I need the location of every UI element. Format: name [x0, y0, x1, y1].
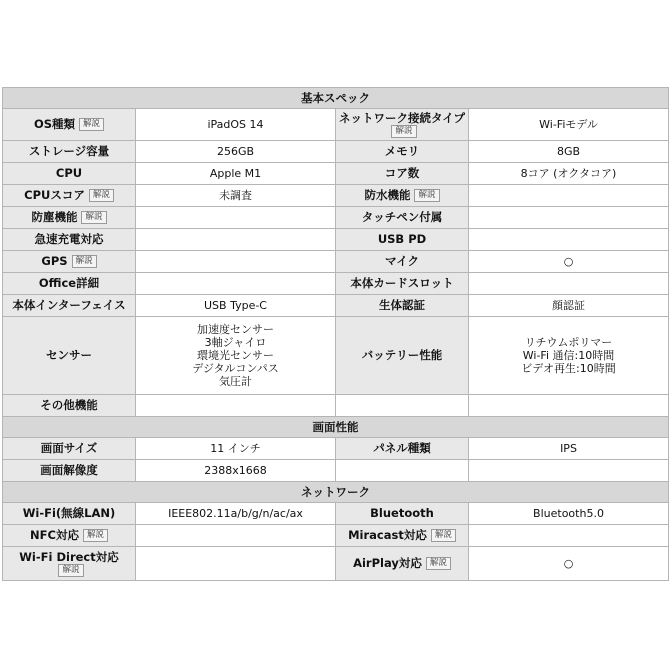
- value-cpu-score: 未調査: [136, 185, 336, 207]
- explain-button-network-type[interactable]: 解説: [391, 125, 416, 138]
- explain-button-os[interactable]: 解説: [79, 118, 104, 131]
- label-miracast: Miracast対応 解説: [336, 525, 469, 547]
- label-mic: マイク: [336, 251, 469, 273]
- value-fast-charge: [136, 229, 336, 251]
- label-office: Office詳細: [3, 273, 136, 295]
- label-memory: メモリ: [336, 141, 469, 163]
- battery-item: Wi-Fi 通信:10時間: [522, 349, 615, 362]
- value-interface: USB Type-C: [136, 295, 336, 317]
- value-memory: 8GB: [469, 141, 669, 163]
- sensor-item: 3軸ジャイロ: [204, 336, 267, 349]
- label-cpu-score: CPUスコア 解説: [3, 185, 136, 207]
- label-network-type: ネットワーク接続タイプ解説: [336, 109, 469, 141]
- label-fast-charge: 急速充電対応: [3, 229, 136, 251]
- empty-cell: [469, 460, 669, 482]
- sensor-item: 環境光センサー: [197, 349, 274, 362]
- label-touch-pen: タッチペン付属: [336, 207, 469, 229]
- explain-button-waterproof[interactable]: 解説: [414, 189, 439, 202]
- value-screen-size: 11 インチ: [136, 438, 336, 460]
- label-bluetooth: Bluetooth: [336, 503, 469, 525]
- label-airplay: AirPlay対応 解説: [336, 547, 469, 581]
- value-airplay: ○: [469, 547, 669, 581]
- value-cpu: Apple M1: [136, 163, 336, 185]
- empty-cell: [469, 395, 669, 417]
- label-wifi: Wi-Fi(無線LAN): [3, 503, 136, 525]
- section-basic-specs: 基本スペック: [3, 88, 669, 109]
- value-card-slot: [469, 273, 669, 295]
- explain-button-cpu-score[interactable]: 解説: [89, 189, 114, 202]
- explain-button-gps[interactable]: 解説: [72, 255, 97, 268]
- label-interface: 本体インターフェイス: [3, 295, 136, 317]
- label-battery: バッテリー性能: [336, 317, 469, 395]
- sensor-item: 加速度センサー: [197, 323, 274, 336]
- value-dustproof: [136, 207, 336, 229]
- explain-button-wifi-direct[interactable]: 解説: [58, 564, 83, 577]
- label-dustproof: 防塵機能 解説: [3, 207, 136, 229]
- label-panel: パネル種類: [336, 438, 469, 460]
- label-other: その他機能: [3, 395, 136, 417]
- section-screen: 画面性能: [3, 417, 669, 438]
- label-nfc: NFC対応 解説: [3, 525, 136, 547]
- value-cores: 8コア (オクタコア): [469, 163, 669, 185]
- battery-item: ビデオ再生:10時間: [521, 362, 616, 375]
- label-screen-size: 画面サイズ: [3, 438, 136, 460]
- label-biometric: 生体認証: [336, 295, 469, 317]
- label-card-slot: 本体カードスロット: [336, 273, 469, 295]
- value-sensor: [136, 317, 336, 395]
- value-usb-pd: [469, 229, 669, 251]
- value-panel: IPS: [469, 438, 669, 460]
- value-other: [136, 395, 336, 417]
- value-network-type: Wi-Fiモデル: [469, 109, 669, 141]
- label-waterproof: 防水機能 解説: [336, 185, 469, 207]
- label-gps: GPS 解説: [3, 251, 136, 273]
- explain-button-dustproof[interactable]: 解説: [81, 211, 106, 224]
- label-sensor: センサー: [3, 317, 136, 395]
- empty-cell: [336, 460, 469, 482]
- sensor-item: 気圧計: [219, 375, 252, 388]
- label-usb-pd: USB PD: [336, 229, 469, 251]
- value-touch-pen: [469, 207, 669, 229]
- value-nfc: [136, 525, 336, 547]
- value-waterproof: [469, 185, 669, 207]
- label-cores: コア数: [336, 163, 469, 185]
- label-cpu: CPU: [3, 163, 136, 185]
- sensor-item: デジタルコンパス: [192, 362, 279, 375]
- value-biometric: 顔認証: [469, 295, 669, 317]
- value-resolution: 2388x1668: [136, 460, 336, 482]
- value-storage: 256GB: [136, 141, 336, 163]
- section-network: ネットワーク: [3, 482, 669, 503]
- value-bluetooth: Bluetooth5.0: [469, 503, 669, 525]
- value-os: iPadOS 14: [136, 109, 336, 141]
- label-resolution: 画面解像度: [3, 460, 136, 482]
- label-os: OS種類 解説: [3, 109, 136, 141]
- value-wifi: IEEE802.11a/b/g/n/ac/ax: [136, 503, 336, 525]
- explain-button-miracast[interactable]: 解説: [431, 529, 456, 542]
- value-mic: ○: [469, 251, 669, 273]
- empty-cell: [336, 395, 469, 417]
- battery-item: リチウムポリマー: [524, 336, 613, 349]
- value-gps: [136, 251, 336, 273]
- explain-button-airplay[interactable]: 解説: [426, 557, 451, 570]
- spec-table: [2, 87, 669, 581]
- value-battery: [469, 317, 669, 395]
- value-office: [136, 273, 336, 295]
- value-wifi-direct: [136, 547, 336, 581]
- value-miracast: [469, 525, 669, 547]
- label-storage: ストレージ容量: [3, 141, 136, 163]
- label-wifi-direct: Wi-Fi Direct対応 解説: [3, 547, 136, 581]
- explain-button-nfc[interactable]: 解説: [83, 529, 108, 542]
